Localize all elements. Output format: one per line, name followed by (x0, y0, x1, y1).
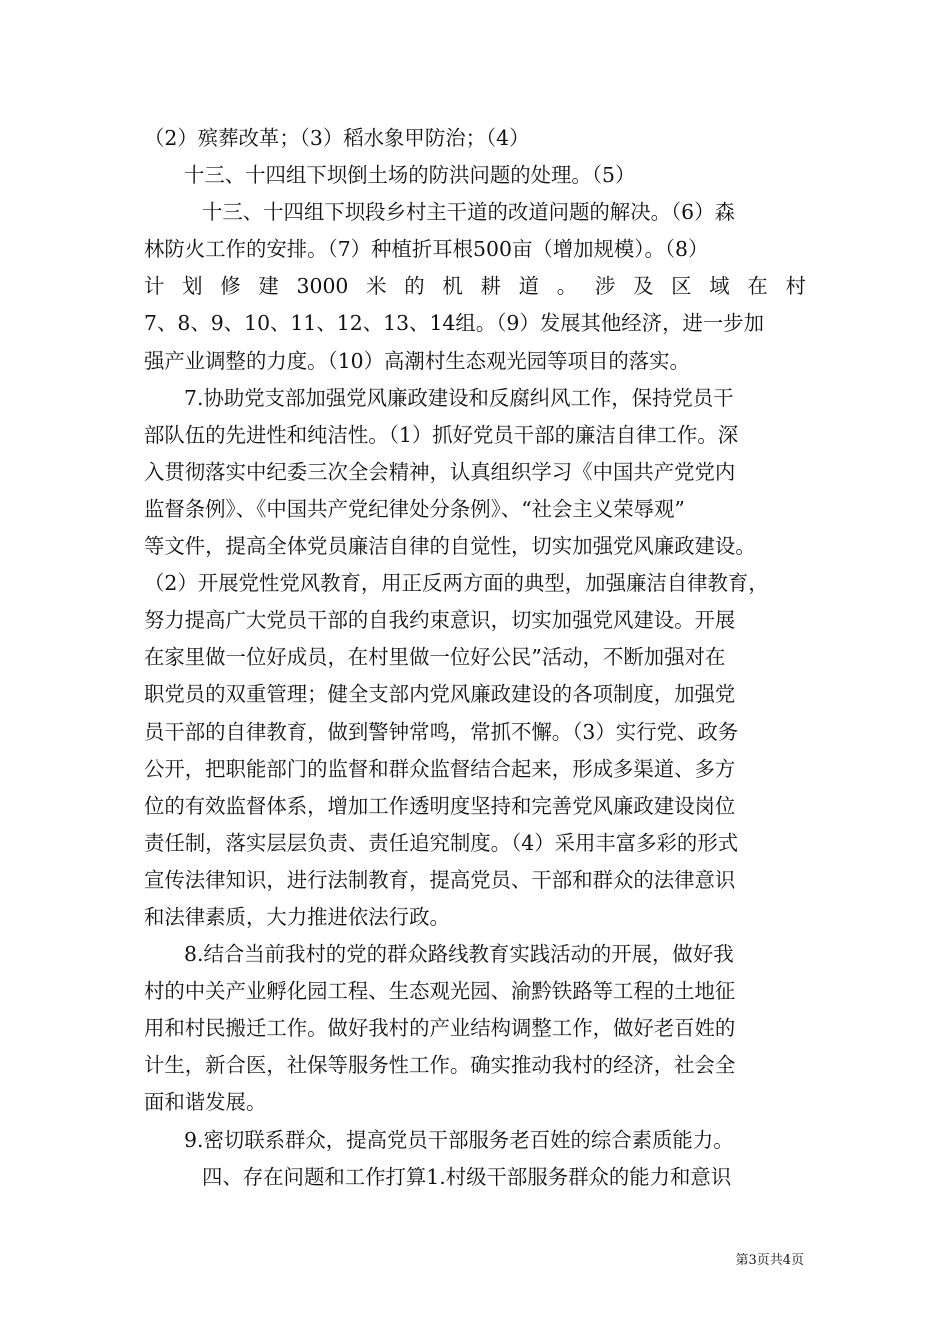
text-line: 用和村民搬迁工作。做好我村的产业结构调整工作，做好老百姓的 (144, 1016, 736, 1041)
text-fragment: 及 (633, 274, 654, 299)
text-fragment: 计 (144, 274, 165, 299)
text-fragment: 道 (518, 274, 540, 299)
text-line: 8.结合当前我村的党的群众路线教育实践活动的开展，做好我 (184, 942, 734, 967)
page-number: 第3页共4页 (735, 1253, 804, 1268)
text-line: 强产业调整的力度。（10）高潮村生态观光园等项目的落实。 (144, 348, 690, 373)
text-line: （2）开展党性党风教育，用正反两方面的典型，加强廉洁自律教育， (144, 571, 769, 596)
text-fragment: 米 (366, 274, 387, 299)
text-line: 位的有效监督体系，增加工作透明度坚持和完善党风廉政建设岗位 (144, 793, 736, 818)
text-line: 和法律素质，大力推进依法行政。 (144, 904, 450, 929)
text-line: 责任制，落实层层负责、责任追究制度。（4）采用丰富多彩的形式 (144, 830, 739, 855)
text-fragment: 。 (556, 274, 578, 299)
text-line: 努力提高广大党员干部的自我约束意识，切实加强党风建设。开展 (144, 608, 736, 633)
text-line: 等文件，提高全体党员廉洁自律的自觉性，切实加强党风廉政建设。 (144, 534, 756, 559)
document-body (144, 120, 806, 1196)
text-line: 十三、十四组下坝段乡村主干道的改道问题的解决。（6）森 (202, 200, 735, 225)
text-line: 四、存在问题和工作打算1.村级干部服务群众的能力和意识 (202, 1164, 732, 1189)
text-fragment: 耕 (480, 274, 501, 299)
text-line: （2）殡葬改革；（3）稻水象甲防治；（4） (144, 126, 530, 150)
text-line: 宣传法律知识，进行法制教育，提高党员、干部和群众的法律意识 (144, 867, 736, 892)
text-line: 9.密切联系群众，提高党员干部服务老百姓的综合素质能力。 (184, 1127, 734, 1152)
text-line: 7.协助党支部加强党风廉政建设和反腐纠风工作，保持党员干 (184, 385, 734, 410)
text-line: 林防火工作的安排。（7）种植折耳根500亩（增加规模）。（8） (144, 237, 709, 262)
text-fragment: 村 (785, 274, 806, 299)
text-line: 员干部的自律教育，做到警钟常鸣，常抓不懈。（3）实行党、政务 (144, 719, 739, 744)
text-fragment: 区 (671, 274, 692, 299)
text-fragment: 在 (747, 274, 768, 299)
text-line: 村的中关产业孵化园工程、生态观光园、渝黔铁路等工程的土地征 (144, 979, 736, 1004)
text-line: 在家里做一位好成员，在村里做一位好公民”活动，不断加强对在 (144, 645, 726, 670)
text-fragment: 机 (442, 274, 463, 299)
text-fragment: 的 (404, 274, 425, 299)
text-line: 公开，把职能部门的监督和群众监督结合起来，形成多渠道、多方 (144, 756, 736, 781)
text-fragment: 修 (220, 274, 241, 299)
text-line: 面和谐发展。 (144, 1090, 267, 1115)
text-line: 十三、十四组下坝倒土场的防洪问题的处理。（5） (184, 163, 636, 188)
text-fragment: 涉 (594, 274, 616, 299)
text-line: 7、8、9、10、11、12、13、14组。（9）发展其他经济，进一步加 (144, 311, 765, 336)
text-line: 入贯彻落实中纪委三次全会精神，认真组织学习《中国共产党党内 (144, 459, 736, 484)
text-line: 部队伍的先进性和纯洁性。（1）抓好党员干部的廉洁自律工作。深 (144, 422, 739, 447)
text-fragment: 域 (709, 274, 730, 299)
text-line-spaced (144, 268, 806, 305)
text-fragment: 3000 (296, 274, 349, 299)
text-line: 职党员的双重管理；健全支部内党风廉政建设的各项制度，加强党 (144, 682, 736, 707)
text-fragment: 建 (258, 274, 279, 299)
text-line: 计生，新合医，社保等服务性工作。确实推动我村的经济，社会全 (144, 1053, 736, 1078)
text-fragment: 划 (182, 274, 203, 299)
text-line: 监督条例》、《中国共产党纪律处分条例》、“社会主义荣辱观” (144, 496, 685, 521)
